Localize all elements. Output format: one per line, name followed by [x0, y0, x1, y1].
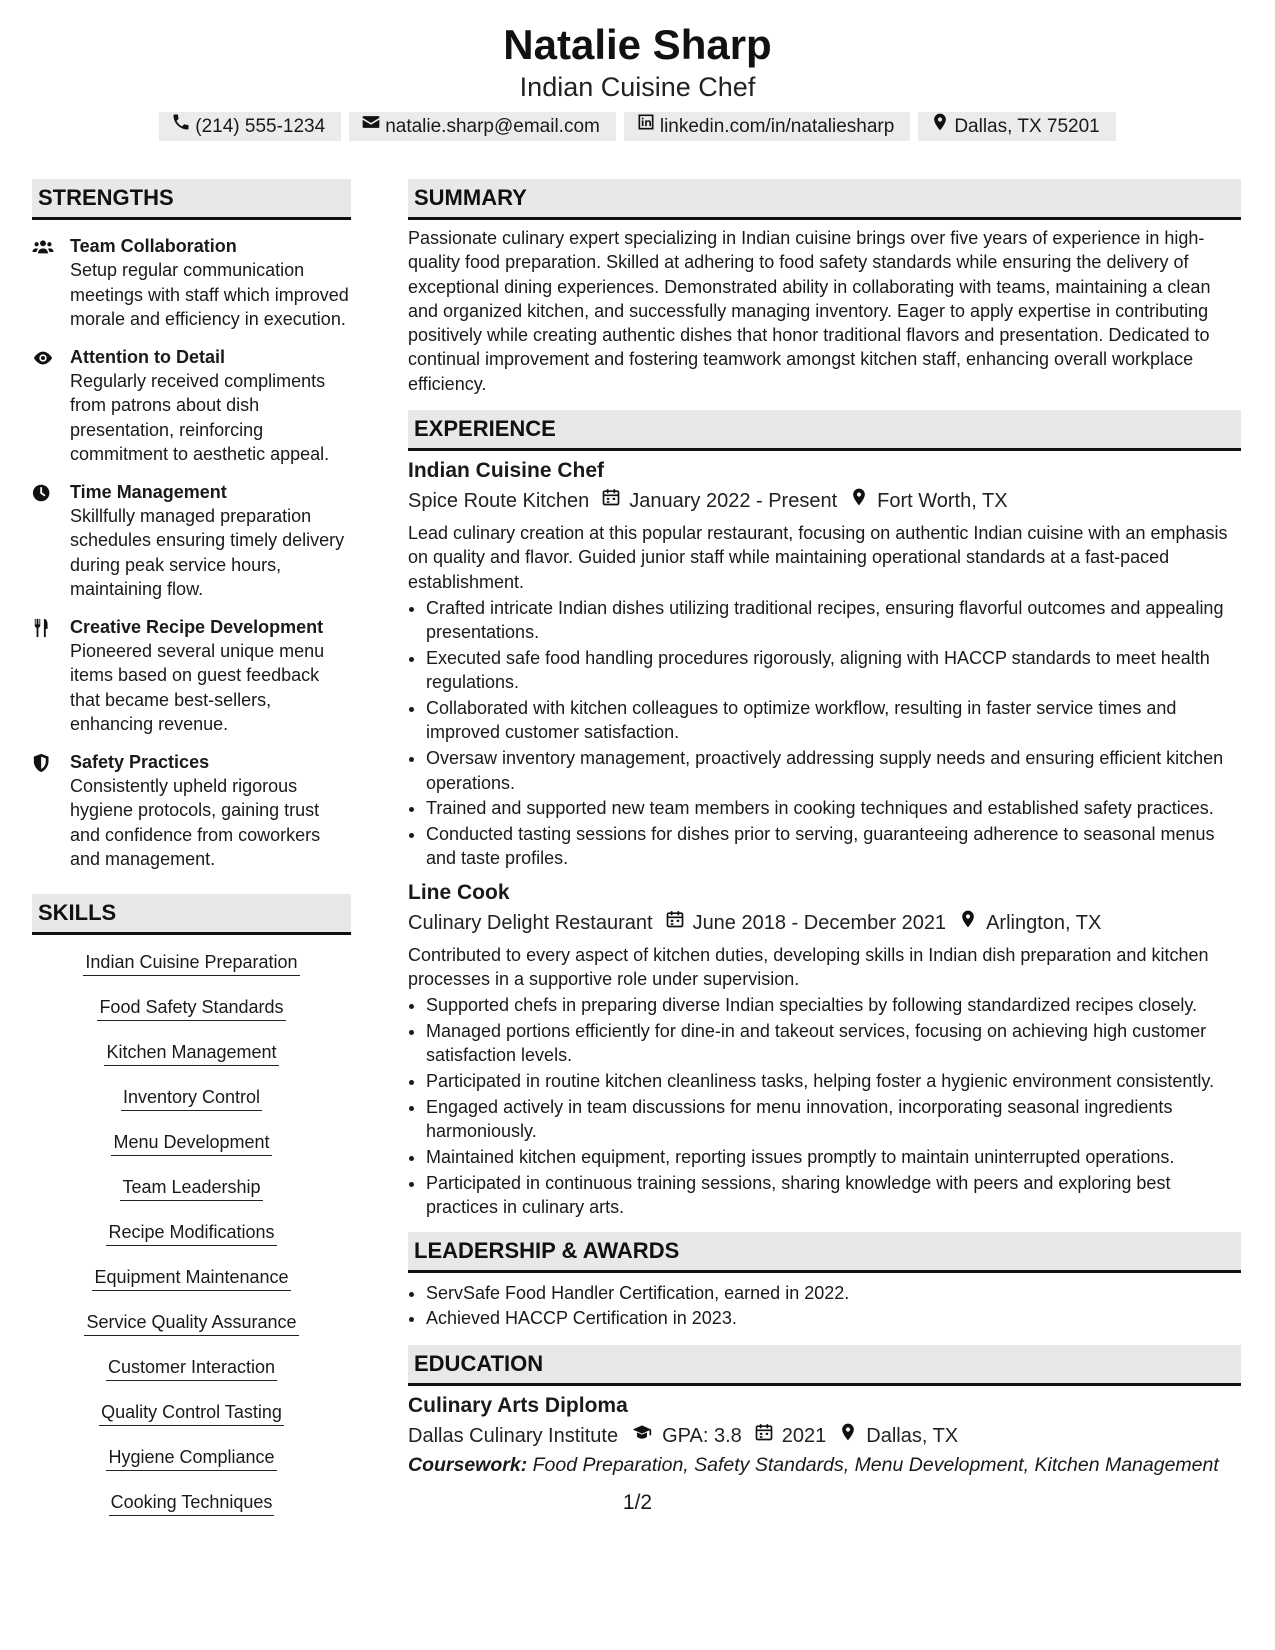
resume-header [0, 20, 1275, 104]
job-entry [408, 457, 1241, 871]
job-bullet: • Oversaw inventory management, proactively addressing supply needs and ensuring efficient kitchen operations. [426, 746, 1241, 795]
summary-heading: SUMMARY [408, 179, 1241, 220]
experience-heading: EXPERIENCE [408, 410, 1241, 451]
job-company: Culinary Delight Restaurant [408, 911, 653, 934]
award-item: • Achieved HACCP Certification in 2023. [426, 1306, 1241, 1330]
job-location: Arlington, TX [986, 911, 1102, 934]
skill-tag: Equipment Maintenance [92, 1264, 290, 1291]
envelope-icon [361, 112, 381, 141]
job-meta [408, 909, 1241, 937]
skill-tag: Service Quality Assurance [84, 1309, 298, 1336]
map-pin-icon [930, 112, 950, 141]
strength-item [32, 345, 351, 467]
job-entry [408, 879, 1241, 1220]
education-year: 2021 [781, 1424, 827, 1447]
strength-item [32, 480, 351, 602]
contact-email-text: natalie.sharp@email.com [385, 115, 600, 137]
job-bullet: • Conducted tasting sessions for dishes prior to serving, guaranteeing adherence to seasonal menus and taste profiles. [426, 822, 1241, 871]
job-bullet: • Crafted intricate Indian dishes utilizing traditional recipes, ensuring flavorful outcomes and appealing presentations. [426, 596, 1241, 645]
job-bullet: • Executed safe food handling procedures rigorously, aligning with HACCP standards to meet health regulations. [426, 646, 1241, 695]
contact-linkedin[interactable] [624, 112, 910, 141]
job-bullets [408, 596, 1241, 871]
map-pin-icon [946, 909, 986, 937]
candidate-title: Indian Cuisine Chef [519, 72, 756, 102]
contact-linkedin-text: linkedin.com/in/nataliesharp [659, 115, 895, 137]
phone-icon [171, 112, 191, 141]
strength-item [32, 615, 351, 737]
skill-tag: Hygiene Compliance [106, 1444, 276, 1471]
calendar-icon [589, 487, 629, 515]
education-school: Dallas Culinary Institute [408, 1424, 619, 1447]
utensils-icon [32, 615, 70, 737]
education-degree: Culinary Arts Diploma [408, 1393, 628, 1417]
job-description: Contributed to every aspect of kitchen duties, developing skills in Indian dish preparation and kitchen processes in a supportive role under supervision. [408, 944, 1209, 990]
job-bullet: • Supported chefs in preparing diverse Indian specialties by following standardized recipes closely. [426, 993, 1241, 1017]
contact-phone-text: (214) 555-1234 [195, 115, 326, 137]
users-icon [32, 234, 70, 332]
job-bullets [408, 993, 1241, 1219]
strength-text: Regularly received compliments from patrons about dish presentation, reinforcing commitment to aesthetic appeal. [70, 370, 330, 464]
map-pin-icon [837, 487, 877, 515]
calendar-icon [653, 909, 693, 937]
strength-item [32, 234, 351, 332]
job-bullet: • Trained and supported new team members in cooking techniques and established safety practices. [426, 796, 1241, 820]
coursework-label: Coursework: [408, 1453, 528, 1476]
calendar-icon [742, 1422, 782, 1450]
job-bullet: • Maintained kitchen equipment, reporting issues promptly to maintain uninterrupted operations. [426, 1145, 1241, 1169]
contact-location-text: Dallas, TX 75201 [954, 115, 1100, 137]
job-bullet: • Participated in continuous training sessions, sharing knowledge with peers and exploring best practices in culinary arts. [426, 1171, 1241, 1220]
strength-text: Pioneered several unique menu items based on guest feedback that became best-sellers, enhancing revenue. [70, 640, 325, 734]
map-pin-icon [826, 1422, 866, 1450]
coursework-text: Food Preparation, Safety Standards, Menu Development, Kitchen Management [532, 1453, 1219, 1476]
strength-text: Setup regular communication meetings with staff which improved morale and efficiency in execution. [70, 260, 349, 329]
strength-text: Skillfully managed preparation schedules ensuring timely delivery during peak service hours, maintaining flow. [70, 505, 345, 599]
strength-title: Team Collaboration [70, 236, 237, 256]
skill-tag: Quality Control Tasting [99, 1399, 284, 1426]
skill-tag: Food Safety Standards [97, 994, 285, 1021]
education-location: Dallas, TX [866, 1424, 959, 1447]
job-location: Fort Worth, TX [877, 490, 1008, 513]
job-bullet: • Managed portions efficiently for dine-in and takeout services, focusing on achieving high customer satisfaction levels. [426, 1019, 1241, 1068]
job-bullet: • Collaborated with kitchen colleagues to optimize workflow, resulting in faster service times and improved customer satisfaction. [426, 696, 1241, 745]
strength-title: Safety Practices [70, 751, 210, 772]
job-title: Line Cook [408, 880, 510, 904]
shield-icon [32, 750, 70, 872]
skills-list [32, 949, 351, 1534]
job-bullet: • Engaged actively in team discussions for menu innovation, incorporating seasonal ingredients harmoniously. [426, 1095, 1241, 1144]
left-column [32, 179, 351, 1534]
job-title: Indian Cuisine Chef [408, 459, 605, 483]
contact-phone[interactable] [159, 112, 341, 141]
job-bullet: • Participated in routine kitchen cleanliness tasks, helping foster a hygienic environment consistently. [426, 1069, 1241, 1093]
job-dates: January 2022 - Present [629, 490, 838, 513]
award-item: • ServSafe Food Handler Certification, earned in 2022. [426, 1281, 1241, 1305]
strength-title: Attention to Detail [70, 346, 225, 367]
contact-bar [0, 112, 1275, 141]
strength-title: Time Management [70, 481, 227, 502]
coursework [408, 1451, 1241, 1479]
right-column [408, 179, 1241, 1479]
education-heading: EDUCATION [408, 1345, 1241, 1386]
job-description: Lead culinary creation at this popular restaurant, focusing on authentic Indian cuisine with an emphasis on quality and flavor. Guided junior staff while maintaining operational standards at a fast-paced establishment. [408, 523, 1228, 592]
clock-icon [32, 480, 70, 602]
strengths-heading: STRENGTHS [32, 179, 351, 220]
skill-tag: Indian Cuisine Preparation [83, 949, 299, 976]
skill-tag: Menu Development [111, 1129, 271, 1156]
skill-tag: Customer Interaction [106, 1354, 277, 1381]
job-company: Spice Route Kitchen [408, 490, 590, 513]
summary-text: Passionate culinary expert specializing in Indian cuisine brings over five years of experience in high-quality food preparation. Skilled at adhering to food safety standards while ensuring the delivery of exceptional dining experiences. Demonstrated ability in collaborating with teams, maintaining a clean and organized kitchen, and successfully managing inventory. Eager to apply expertise in contributing positively while creating authentic dishes that honor traditional flavors and presentation. Dedicated to continual improvement and fostering teamwork amongst kitchen staff, enhancing overall workplace efficiency. [408, 228, 1211, 394]
skill-tag: Cooking Techniques [109, 1489, 275, 1516]
skill-tag: Recipe Modifications [106, 1219, 276, 1246]
skill-tag: Inventory Control [121, 1084, 262, 1111]
skill-tag: Team Leadership [120, 1174, 262, 1201]
contact-location[interactable] [918, 112, 1115, 141]
awards-heading: LEADERSHIP & AWARDS [408, 1232, 1241, 1273]
strength-title: Creative Recipe Development [70, 616, 324, 637]
job-dates: June 2018 - December 2021 [692, 911, 947, 934]
job-meta [408, 487, 1241, 515]
skills-heading: SKILLS [32, 894, 351, 935]
education-gpa: GPA: 3.8 [662, 1424, 742, 1447]
eye-icon [32, 345, 70, 467]
graduation-cap-icon [618, 1422, 662, 1450]
page-number: 1/2 [622, 1491, 653, 1514]
skill-tag: Kitchen Management [104, 1039, 278, 1066]
contact-email[interactable] [349, 112, 616, 141]
candidate-name: Natalie Sharp [503, 21, 772, 68]
education-meta [408, 1422, 1241, 1450]
linkedin-icon [636, 112, 656, 141]
education-entry [408, 1392, 1241, 1479]
awards-list [408, 1281, 1241, 1331]
strength-text: Consistently upheld rigorous hygiene protocols, gaining trust and confidence from coworkers and management. [70, 775, 321, 869]
strength-item [32, 750, 351, 872]
